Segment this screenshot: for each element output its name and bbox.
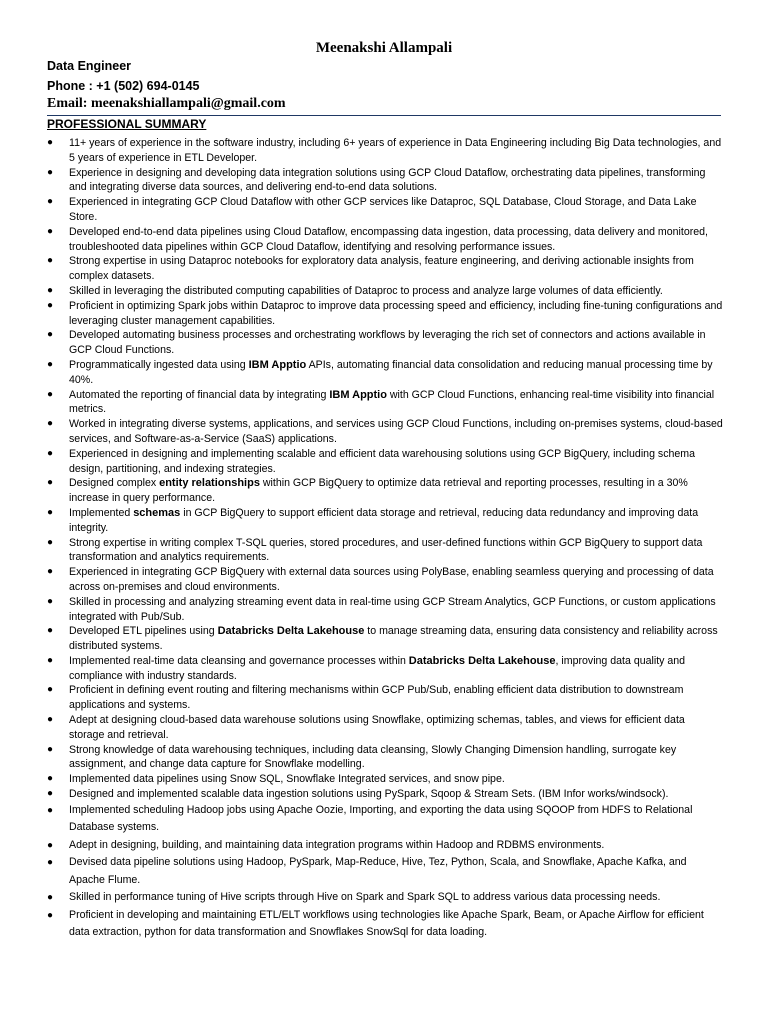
bullet-text: Automated the reporting of financial data by integrating <box>69 388 330 401</box>
bullet-text-continued: within GCP BigQuery to optimize data retrieval and reporting processes, resulting in a 30% increase in query performance. <box>69 477 688 505</box>
bullet-dot-icon: ● <box>47 566 54 578</box>
bullet-text: Adept at designing cloud-based data warehouse solutions using Snowflake, optimizing schemas, tables, and views for efficient data storage and retrieval. <box>69 714 685 741</box>
summary-bullet <box>47 476 723 506</box>
summary-bullet <box>47 195 723 225</box>
bullet-text-continued: to manage streaming data, ensuring data consistency and reliability across distributed systems. <box>69 625 718 653</box>
bullet-dot-icon: ● <box>47 684 54 696</box>
bullet-dot-icon: ● <box>47 773 54 785</box>
summary-bullet <box>47 225 723 255</box>
summary-bullet <box>47 328 723 358</box>
summary-bullet <box>47 713 723 743</box>
bullet-dot-icon: ● <box>47 284 54 296</box>
summary-bullet <box>47 299 723 329</box>
bullet-bold-keyword: entity relationships <box>159 477 260 490</box>
bullet-dot-icon: ● <box>47 225 54 237</box>
bullet-text: Implemented data pipelines using Snow SQL, Snowflake Integrated services, and snow pipe. <box>69 773 505 786</box>
summary-bullet <box>47 624 723 654</box>
bullet-dot-icon: ● <box>47 358 54 370</box>
summary-bullet <box>47 388 723 418</box>
bullet-dot-icon: ● <box>47 892 54 904</box>
bullet-dot-icon: ● <box>47 137 54 148</box>
bullet-text: Designed and implemented scalable data ingestion solutions using PySpark, Sqoop & Stream Sets. (IBM Infor works/windsock). <box>69 788 669 801</box>
bullet-text: Proficient in developing and maintaining ETL/ELT workflows using technologies like Apache Spark, Beam, or Apache Airflow for efficient data extraction, python for data transformation and Snowflakes SnowSql for data loading. <box>69 908 704 939</box>
bullet-text: Skilled in processing and analyzing streaming event data in real-time using GCP Stream Analytics, GCP Functions, or custom applications integrated with Pub/Sub. <box>69 595 716 623</box>
bullet-text: Experienced in integrating GCP BigQuery with external data sources using PolyBase, enabling seamless querying and processing of data across on-premises and cloud environments. <box>69 566 714 593</box>
bullet-dot-icon: ● <box>47 255 54 267</box>
bullet-bold-keyword: Databricks Delta Lakehouse <box>217 625 365 638</box>
bullet-text: Developed automating business processes and orchestrating workflows by leveraging the rich set of connectors and actions available in GCP Cloud Functions. <box>69 329 706 357</box>
bullet-text: Experience in designing and developing data integration solutions using GCP Cloud Dataflow, orchestrating data pipelines, transforming and integrating diverse data sources, and delivering end-to-end data solutions. <box>69 166 706 194</box>
summary-bullet <box>47 447 723 477</box>
bullet-dot-icon: ● <box>47 839 54 851</box>
bullet-dot-icon: ● <box>47 804 54 816</box>
bullet-bold-keyword: Databricks Delta Lakehouse <box>408 654 556 667</box>
bullet-text: Strong expertise in using Dataproc notebooks for exploratory data analysis, feature engineering, and deriving actionable insights from complex datasets. <box>69 255 694 283</box>
bullet-text: Implemented real-time data cleansing and governance processes within <box>69 654 409 667</box>
candidate-name: Meenakshi Allampali <box>315 40 453 56</box>
bullet-text: Proficient in optimizing Spark jobs within Dataproc to improve data processing speed and efficiency, including fine-tuning configurations and leveraging cluster management capabilities. <box>69 299 723 327</box>
bullet-text: Strong knowledge of data warehousing techniques, including data cleansing, Slowly Changing Dimension handling, surrogate key assignment, and change data capture for Snowflake modelling. <box>69 743 677 771</box>
summary-bullet <box>47 595 723 625</box>
summary-bullet <box>47 837 723 855</box>
bullet-dot-icon: ● <box>47 196 54 208</box>
bullet-dot-icon: ● <box>47 506 54 518</box>
bullet-text: Experienced in designing and implementing scalable and efficient data warehousing solutions using GCP BigQuery, including schema design, partitioning, and indexing strategies. <box>69 447 695 475</box>
bullet-text-continued: in GCP BigQuery to support efficient data storage and retrieval, reducing data redundancy and improving data integrity. <box>69 506 699 534</box>
bullet-text-continued: APIs, automating financial data consolidation and reducing manual processing time by 40%. <box>69 358 713 386</box>
summary-bullet <box>47 654 723 684</box>
bullet-dot-icon: ● <box>47 299 54 311</box>
summary-bullet <box>47 907 723 942</box>
bullet-text: 11+ years of experience in the software industry, including 6+ years of experience in Data Engineering including Big Data technologies, and 5 years of experience in ETL Developer. <box>69 137 722 164</box>
summary-bullet <box>47 565 723 595</box>
bullet-text-continued: with GCP Cloud Functions, enhancing real-time visibility into financial metrics. <box>69 388 715 416</box>
bullet-text: Skilled in leveraging the distributed computing capabilities of Dataproc to process and analyze large volumes of data efficiently. <box>69 284 663 297</box>
bullet-text: Programmatically ingested data using <box>69 358 249 371</box>
bullet-dot-icon: ● <box>47 654 54 666</box>
summary-bullet <box>47 254 723 284</box>
phone-line: Phone : +1 (502) 694-0145 <box>47 79 200 93</box>
bullet-dot-icon: ● <box>47 909 54 921</box>
bullet-dot-icon: ● <box>47 788 54 800</box>
bullet-bold-keyword: IBM Apptio <box>329 388 387 401</box>
bullet-dot-icon: ● <box>47 166 54 178</box>
summary-bullet <box>47 889 723 907</box>
summary-bullet <box>47 136 723 166</box>
summary-bullet <box>47 358 723 388</box>
bullet-text: Experienced in integrating GCP Cloud Dataflow with other GCP services like Dataproc, SQL Database, Cloud Storage, and Data Lake Store. <box>69 196 697 223</box>
summary-bullet <box>47 536 723 566</box>
bullet-text: Developed end-to-end data pipelines using Cloud Dataflow, encompassing data ingestion, data processing, data delivery and monitored, troubleshooted data pipelines within GCP Cloud Dataflow, identifying and resolving performance issues. <box>69 225 708 253</box>
bullet-bold-keyword: schemas <box>133 506 181 519</box>
bullet-dot-icon: ● <box>47 857 54 869</box>
job-title: Data Engineer <box>47 59 132 73</box>
summary-bullet <box>47 506 723 536</box>
bullet-dot-icon: ● <box>47 714 54 726</box>
bullet-text: Devised data pipeline solutions using Hadoop, PySpark, Map-Reduce, Hive, Tez, Python, Scala, and Snowflake, Apache Kafka, and Apache Flume. <box>69 856 687 886</box>
bullet-text: Designed complex <box>69 477 160 490</box>
summary-bullet <box>47 772 723 787</box>
summary-bullet <box>47 417 723 447</box>
summary-bullet <box>47 802 723 837</box>
bullet-text: Developed ETL pipelines using <box>69 625 218 638</box>
bullet-dot-icon: ● <box>47 447 54 459</box>
bullet-dot-icon: ● <box>47 388 54 400</box>
bullet-bold-keyword: IBM Apptio <box>248 358 307 371</box>
summary-bullet <box>47 284 723 299</box>
bullet-text: Adept in designing, building, and maintaining data integration programs within Hadoop and RDBMS environments. <box>69 838 605 851</box>
bullet-text: Proficient in defining event routing and filtering mechanisms within GCP Pub/Sub, enabling efficient data distribution to downstream applications and systems. <box>69 684 684 712</box>
bullet-dot-icon: ● <box>47 625 54 637</box>
bullet-dot-icon: ● <box>47 418 54 430</box>
bullet-dot-icon: ● <box>47 329 54 341</box>
summary-bullet <box>47 854 723 889</box>
bullet-dot-icon: ● <box>47 743 54 755</box>
email-line: Email: meenakshiallampali@gmail.com <box>47 96 286 111</box>
summary-bullet <box>47 683 723 713</box>
bullet-dot-icon: ● <box>47 536 54 548</box>
summary-bullet-list <box>47 136 723 942</box>
bullet-text: Strong expertise in writing complex T-SQL queries, stored procedures, and user-defined functions within GCP BigQuery to support data transformation and analytics requirements. <box>69 536 703 564</box>
summary-bullet <box>47 787 723 802</box>
bullet-text: Implemented <box>69 506 134 519</box>
summary-bullet <box>47 743 723 773</box>
bullet-text-continued: , improving data quality and compliance with industry standards. <box>69 654 686 682</box>
summary-bullet <box>47 166 723 196</box>
bullet-dot-icon: ● <box>47 595 54 607</box>
section-heading-professional-summary: PROFESSIONAL SUMMARY <box>47 117 207 131</box>
bullet-text: Skilled in performance tuning of Hive scripts through Hive on Spark and Spark SQL to address various data processing needs. <box>69 891 661 904</box>
bullet-text: Worked in integrating diverse systems, applications, and services using GCP Cloud Functions, including on-premises systems, cloud-based services, and Software-as-a-Service (SaaS) applications. <box>69 418 723 445</box>
bullet-dot-icon: ● <box>47 477 54 489</box>
header-divider <box>47 115 721 116</box>
bullet-text: Implemented scheduling Hadoop jobs using Apache Oozie, Importing, and exporting the data using SQOOP from HDFS to Relational Database systems. <box>69 803 693 834</box>
